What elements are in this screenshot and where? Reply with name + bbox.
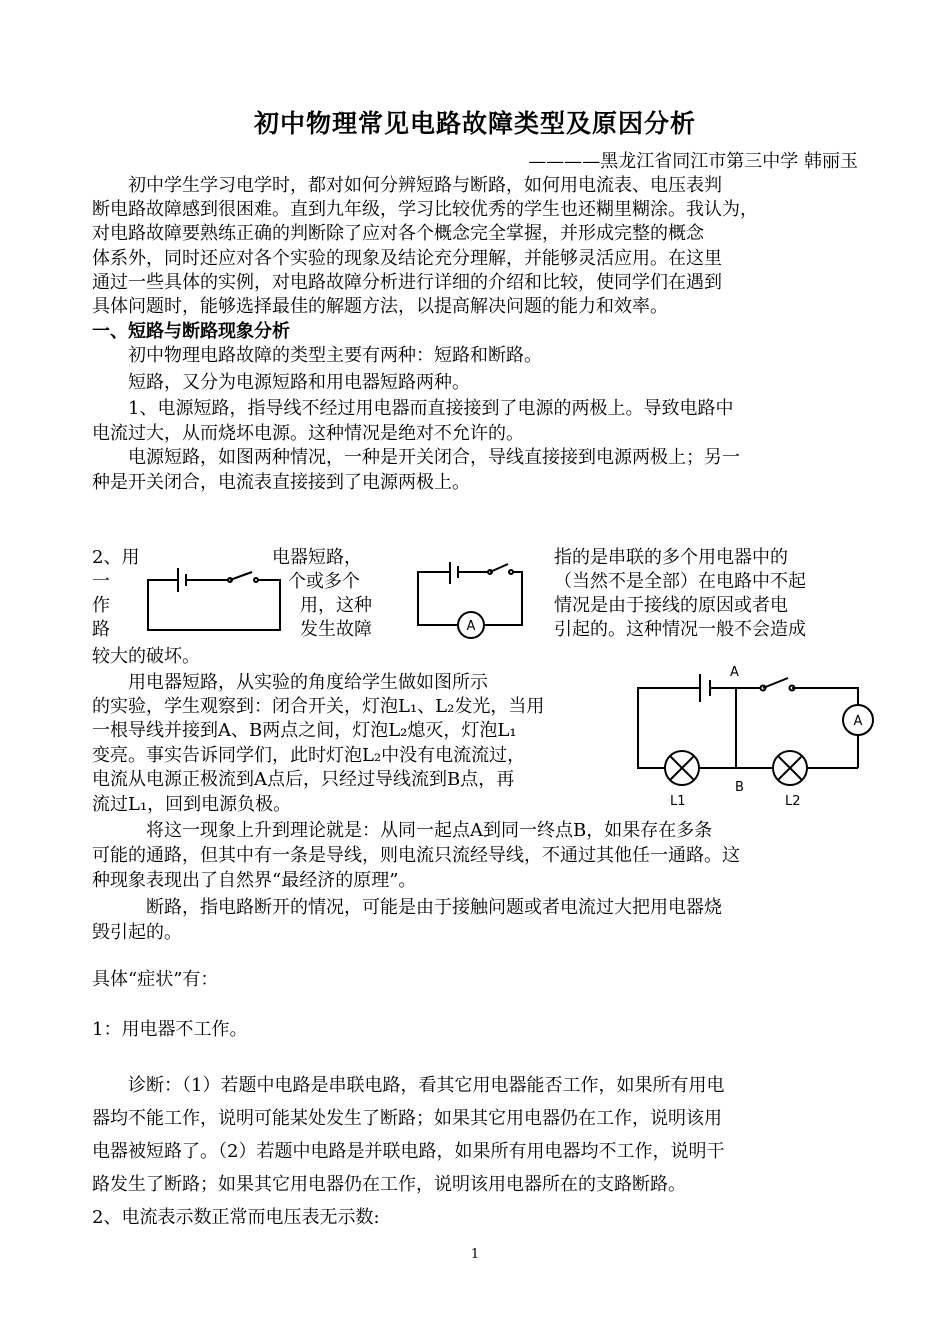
point-a-label: A [730, 665, 739, 680]
body-line: 种是开关闭合，电流表直接接到了电源两极上。 [92, 472, 470, 493]
body-line: 一根导线并接到A、B两点之间，灯泡L₂熄灭，灯泡L₁ [92, 720, 517, 741]
wrap-text: 发生故障 [300, 619, 372, 640]
body-line: 毁引起的。 [92, 922, 182, 943]
wrap-text: 作 [92, 595, 110, 616]
circuit-diagram-lamp-short [630, 660, 880, 810]
intro-line: 体系外，同时还应对各个实验的现象及结论充分理解，并能够灵活应用。在这里 [92, 248, 722, 269]
circuit-diagram-ammeter-short [418, 560, 538, 642]
body-line: 用电器短路，从实验的角度给学生做如图所示 [92, 672, 488, 693]
intro-line: 对电路故障要熟练正确的判断除了应对各个概念完全掌握，并形成完整的概念 [92, 223, 704, 244]
wrap-text: 指的是串联的多个用电器中的 [554, 547, 788, 568]
body-line: 短路，又分为电源短路和用电器短路两种。 [92, 372, 470, 393]
lamp-l1-label: L1 [670, 794, 686, 809]
intro-line: 具体问题时，能够选择最佳的解题方法，以提高解决问题的能力和效率。 [92, 296, 668, 317]
wrap-text: 路 [92, 619, 110, 640]
body-line: 电流过大，从而烧坏电源。这种情况是绝对不允许的。 [92, 423, 524, 444]
page-number: 1 [470, 1247, 480, 1262]
body-line: 变亮。事实告诉同学们，此时灯泡L₂中没有电流流过， [92, 745, 526, 766]
wrap-text: 用，这种 [300, 595, 372, 616]
symptom-item: 2、电流表示数正常而电压表无示数: [92, 1207, 380, 1228]
body-line: 器均不能工作，说明可能某处发生了断路；如果其它用电器仍在工作，说明该用 [92, 1108, 722, 1129]
wrap-text: 一 [92, 571, 110, 592]
wrap-right-column [554, 546, 806, 642]
intro-line: 断电路故障感到很困难。直到九年级，学习比较优秀的学生也还糊里糊涂。我认为， [92, 199, 758, 220]
body-line: 的实验，学生观察到：闭合开关，灯泡L₁、L₂发光，当用 [92, 696, 545, 717]
ammeter-label: A [853, 714, 863, 729]
wrap-middle-column [272, 546, 372, 642]
body-line: 诊断：（1）若题中电路是串联电路，看其它用电器能否工作，如果所有用电 [92, 1075, 725, 1096]
body-line: 可能的通路，但其中有一条是导线，则电流只流经导线，不通过其他任一通路。这 [92, 845, 740, 866]
body-line: 较大的破坏。 [92, 646, 200, 667]
point-b-label: B [735, 780, 744, 795]
symptoms-heading: 具体“症状”有： [92, 969, 219, 990]
wrap-text: 引起的。这种情况一般不会造成 [554, 619, 806, 640]
body-line: 断路，指电路断开的情况，可能是由于接触问题或者电流过大把用电器烧 [92, 897, 722, 918]
ammeter-label: A [466, 619, 476, 634]
wrap-left-column [92, 546, 139, 642]
body-line: 电流从电源正极流到A点后，只经过导线流到B点，再 [92, 769, 515, 790]
author-line: ————黑龙江省同江市第三中学 韩丽玉 [528, 151, 858, 172]
wrap-text: 2、用 [92, 547, 140, 568]
body-line: 电器被短路了。（2）若题中电路是并联电路，如果所有用电器均不工作，说明干 [92, 1141, 725, 1162]
wrap-text: 情况是由于接线的原因或者电 [554, 595, 788, 616]
symptom-item: 1：用电器不工作。 [92, 1019, 248, 1040]
circuit-diagram-wire-short [148, 560, 283, 635]
body-line: 种现象表现出了自然界“最经济的原理”。 [92, 870, 417, 891]
body-line: 流过L₁，回到电源负极。 [92, 794, 292, 815]
intro-line: 初中学生学习电学时，都对如何分辨短路与断路，如何用电流表、电压表判 [92, 175, 722, 196]
intro-line: 通过一些具体的实例，对电路故障分析进行详细的介绍和比较，使同学们在遇到 [92, 272, 722, 293]
wrap-text: 个或多个 [288, 571, 360, 592]
wrap-text: 电器短路， [272, 547, 362, 568]
wrap-text: （当然不是全部）在电路中不起 [554, 571, 806, 592]
lamp-l2-label: L2 [785, 794, 801, 809]
body-line: 将这一现象上升到理论就是：从同一起点A到同一终点B，如果存在多条 [92, 820, 713, 841]
body-line: 电源短路，如图两种情况，一种是开关闭合，导线直接接到电源两极上；另一 [92, 447, 740, 468]
section-heading: 一、短路与断路现象分析 [92, 321, 290, 342]
body-line: 初中物理电路故障的类型主要有两种：短路和断路。 [92, 345, 542, 366]
body-line: 1、电源短路，指导线不经过用电器而直接接到了电源的两极上。导致电路中 [92, 398, 734, 419]
document-title: 初中物理常见电路故障类型及原因分析 [253, 109, 696, 138]
body-line: 路发生了断路；如果其它用电器仍在工作，说明该用电器所在的支路断路。 [92, 1174, 686, 1195]
